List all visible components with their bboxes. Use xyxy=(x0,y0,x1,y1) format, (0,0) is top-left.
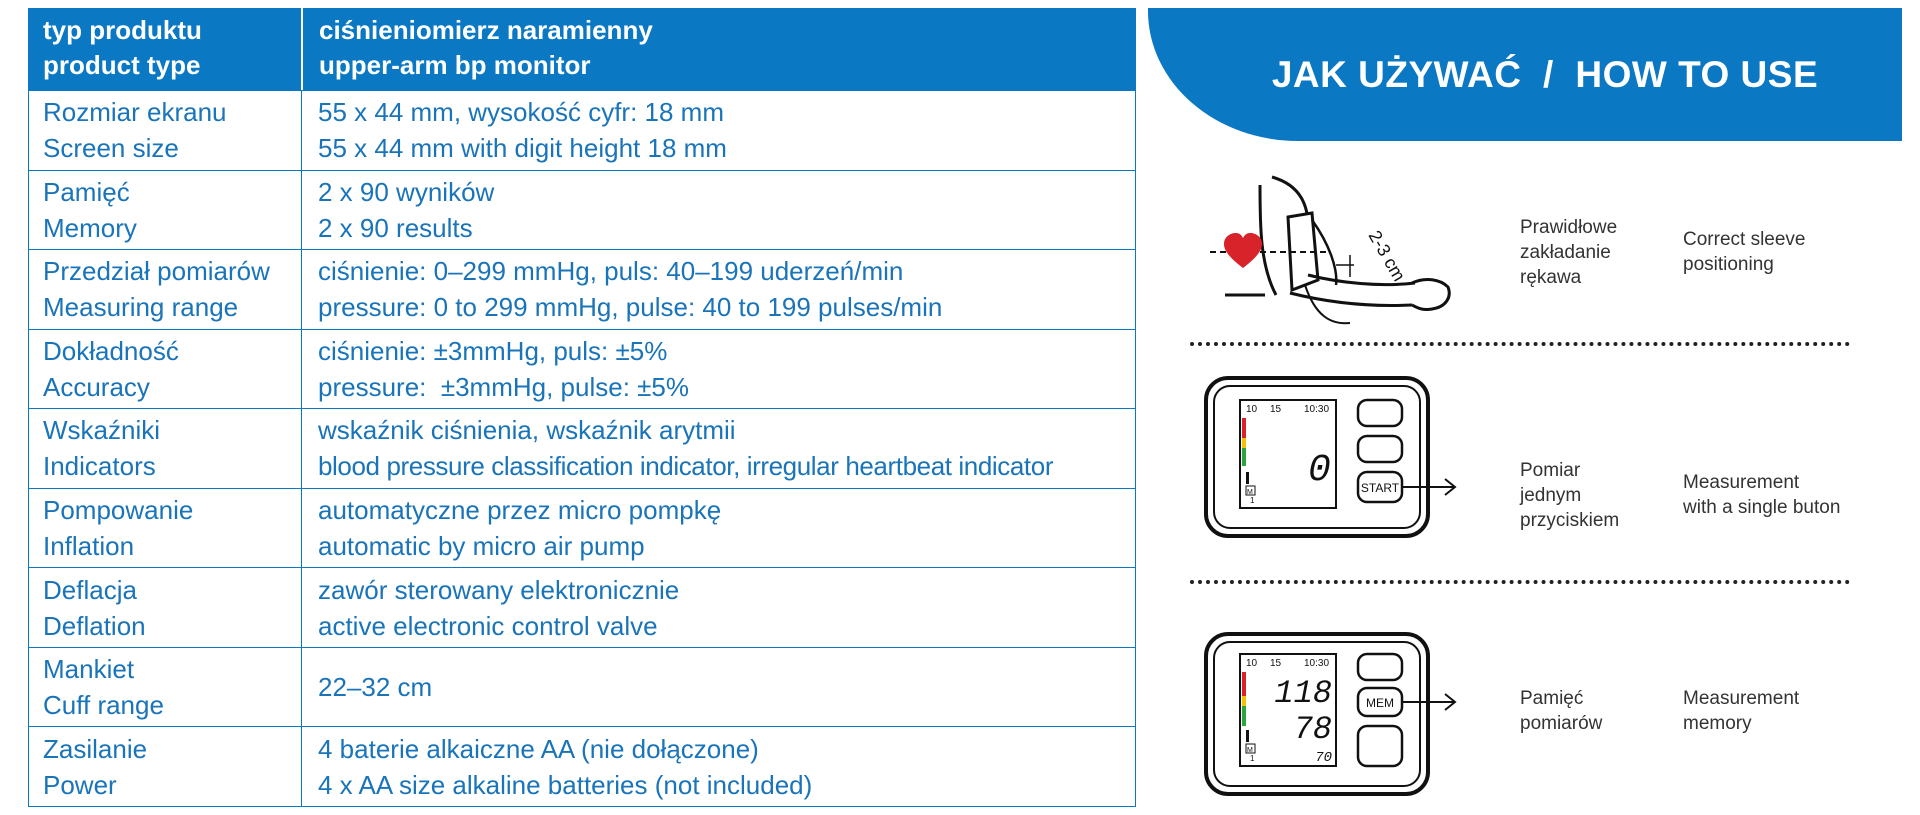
label-pl: Deflacja xyxy=(43,574,137,605)
monitor-start-illustration xyxy=(1190,372,1470,544)
label-pl: Przedział pomiarów xyxy=(43,256,270,287)
label-en: Memory xyxy=(43,212,137,243)
row-label-indicators xyxy=(29,408,301,488)
value-pl: wskaźnik ciśnienia, wskaźnik arytmii xyxy=(318,415,736,446)
step3-label-pl: Pamięć pomiarów xyxy=(1520,688,1603,734)
step-single-button xyxy=(1190,372,1890,544)
label-en: Power xyxy=(43,769,117,800)
how-to-use-banner xyxy=(1148,8,1902,141)
row-label-accuracy xyxy=(29,329,301,409)
label-pl: Pamięć xyxy=(43,176,130,207)
svg-text:15: 15 xyxy=(1270,658,1282,669)
value-en: 4 x AA size alkaline batteries (not included) xyxy=(318,769,813,800)
header-label-cell xyxy=(29,8,301,90)
svg-text:1: 1 xyxy=(1250,496,1255,505)
svg-text:15: 15 xyxy=(1270,404,1282,415)
dotted-divider xyxy=(1190,342,1850,346)
monitor-mem-illustration xyxy=(1190,628,1470,808)
value-en: 55 x 44 mm with digit height 18 mm xyxy=(318,133,727,164)
value-pl: ciśnienie: ±3mmHg, puls: ±5% xyxy=(318,335,668,366)
value-en: blood pressure classification indicator, irregular heartbeat indicator xyxy=(318,451,1054,482)
step3-label-en: Measurement memory xyxy=(1683,688,1800,734)
row-label-cuff-range xyxy=(29,647,301,727)
step-cuff-positioning xyxy=(1190,165,1890,340)
row-label-memory xyxy=(29,170,301,250)
label-pl: Rozmiar ekranu xyxy=(43,97,227,128)
row-value-memory xyxy=(301,170,1135,250)
row-value-inflation xyxy=(301,488,1135,568)
svg-text:70: 70 xyxy=(1315,750,1332,766)
label-pl: Wskaźniki xyxy=(43,415,161,446)
svg-text:MEM: MEM xyxy=(1366,696,1394,710)
svg-text:10: 10 xyxy=(1246,404,1258,415)
row-value-deflation xyxy=(301,567,1135,647)
step-memory xyxy=(1190,628,1890,808)
label-en: Deflation xyxy=(43,610,146,641)
header-value-en: upper-arm bp monitor xyxy=(319,50,591,80)
header-value-cell xyxy=(301,8,1135,90)
arm-cuff-illustration xyxy=(1190,165,1470,340)
svg-text:10: 10 xyxy=(1246,658,1258,669)
value-pl: zawór sterowany elektronicznie xyxy=(318,574,680,605)
step2-label-en: Measurement with a single buton xyxy=(1683,472,1841,518)
value-pl: ciśnienie: 0–299 mmHg, puls: 40–199 uderzeń/min xyxy=(318,256,904,287)
svg-text:M: M xyxy=(1247,489,1253,496)
row-value-power xyxy=(301,726,1135,806)
label-en: Screen size xyxy=(43,133,179,164)
label-pl: Pompowanie xyxy=(43,495,194,526)
value-en: automatic by micro air pump xyxy=(318,531,645,562)
svg-text:START: START xyxy=(1360,481,1400,495)
value-pl: 2 x 90 wyników xyxy=(318,176,495,207)
label-pl: Dokładność xyxy=(43,335,179,366)
row-label-inflation xyxy=(29,488,301,568)
row-label-power xyxy=(29,726,301,806)
svg-text:78: 78 xyxy=(1293,711,1332,748)
label-en: Indicators xyxy=(43,451,156,482)
spec-table xyxy=(28,8,1136,807)
step1-label-en: Correct sleeve positioning xyxy=(1683,229,1806,275)
svg-text:0: 0 xyxy=(1308,449,1331,492)
value-pl: 22–32 cm xyxy=(318,672,433,703)
value-en: pressure: ±3mmHg, pulse: ±5% xyxy=(318,371,690,402)
label-pl: Mankiet xyxy=(43,654,135,685)
step2-label-pl: Pomiar jednym przyciskiem xyxy=(1520,460,1620,531)
header-value-pl: ciśnieniomierz naramienny xyxy=(319,15,653,45)
svg-text:M: M xyxy=(1247,747,1253,754)
row-label-screen-size xyxy=(29,90,301,170)
distance-label: 2-3 cm xyxy=(1364,227,1410,285)
label-en: Measuring range xyxy=(43,292,239,323)
value-en: pressure: 0 to 299 mmHg, pulse: 40 to 199 pulses/min xyxy=(318,292,943,323)
row-label-deflation xyxy=(29,567,301,647)
how-to-use-title: JAK UŻYWAĆ / HOW TO USE xyxy=(1271,53,1819,95)
svg-text:118: 118 xyxy=(1274,675,1332,712)
value-en: active electronic control valve xyxy=(318,610,658,641)
header-label-en: product type xyxy=(43,50,201,80)
svg-text:10:30: 10:30 xyxy=(1304,404,1330,415)
label-en: Cuff range xyxy=(43,690,164,721)
row-value-indicators xyxy=(301,408,1135,488)
step1-label-pl: Prawidłowe zakładanie rękawa xyxy=(1520,217,1618,288)
value-pl: 55 x 44 mm, wysokość cyfr: 18 mm xyxy=(318,97,724,128)
row-value-screen-size xyxy=(301,90,1135,170)
label-en: Accuracy xyxy=(43,371,150,402)
value-en: 2 x 90 results xyxy=(318,212,473,243)
row-label-measuring-range xyxy=(29,249,301,329)
svg-text:1: 1 xyxy=(1250,754,1255,763)
row-value-measuring-range xyxy=(301,249,1135,329)
header-label-pl: typ produktu xyxy=(43,15,202,45)
row-value-cuff-range xyxy=(301,647,1135,727)
label-pl: Zasilanie xyxy=(43,733,148,764)
svg-text:10:30: 10:30 xyxy=(1304,658,1330,669)
value-pl: 4 baterie alkaiczne AA (nie dołączone) xyxy=(318,733,759,764)
value-pl: automatyczne przez micro pompkę xyxy=(318,495,722,526)
row-value-accuracy xyxy=(301,329,1135,409)
dotted-divider xyxy=(1190,580,1850,584)
label-en: Inflation xyxy=(43,531,135,562)
